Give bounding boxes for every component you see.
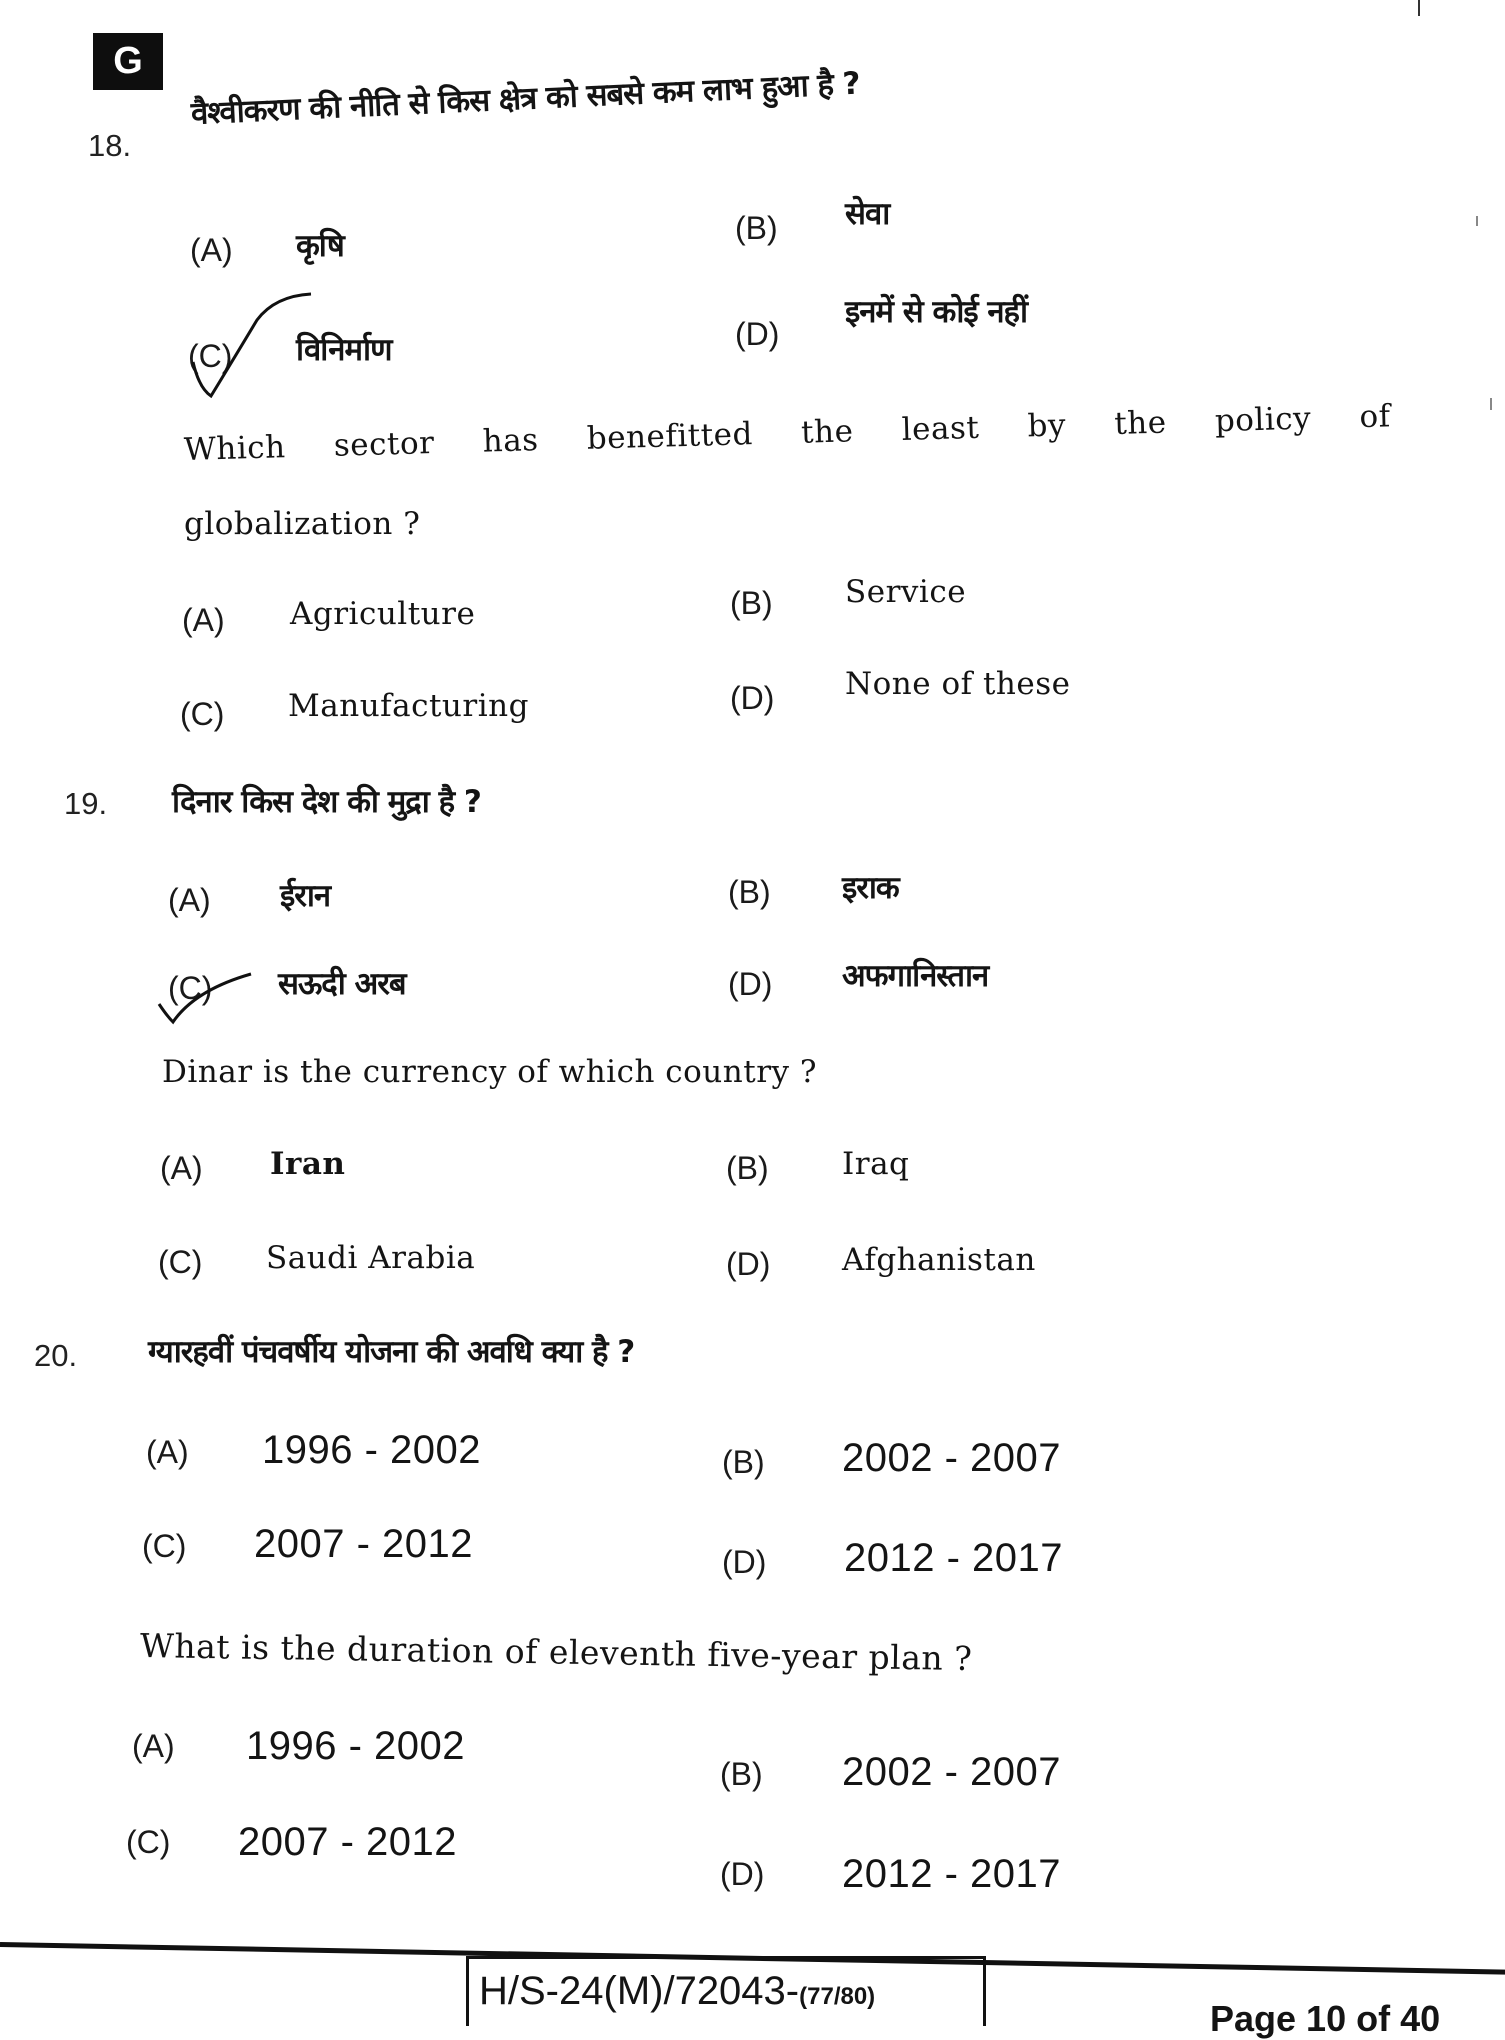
option-text: ईरान xyxy=(280,878,331,914)
option-label: (D) xyxy=(726,1246,771,1282)
option-text: Iraq xyxy=(842,1146,910,1182)
paper-code-suffix: (77/80) xyxy=(799,1983,876,2010)
question-text-hindi: दिनार किस देश की मुद्रा है ? xyxy=(172,784,481,820)
option-label: (D) xyxy=(728,966,773,1002)
option-label: (B) xyxy=(730,585,773,621)
option-text: Manufacturing xyxy=(288,688,529,724)
option-label: (C) xyxy=(126,1824,171,1860)
option-label: (A) xyxy=(190,232,233,268)
question-text-english: Dinar is the currency of which country ? xyxy=(162,1054,818,1090)
option-text: 1996 - 2002 xyxy=(246,1724,466,1768)
option-label: (D) xyxy=(722,1544,767,1580)
option-text: 2002 - 2007 xyxy=(842,1436,1062,1480)
question-text-hindi: ग्यारहवीं पंचवर्षीय योजना की अवधि क्या है ? xyxy=(148,1334,635,1370)
option-label: (B) xyxy=(726,1150,769,1186)
option-text: Saudi Arabia xyxy=(266,1240,476,1276)
option-text: None of these xyxy=(845,666,1071,702)
option-label: (A) xyxy=(132,1728,175,1764)
question-text-english: What is the duration of eleventh five-year plan ? xyxy=(139,1626,973,1679)
question-number: 18. xyxy=(88,128,132,163)
set-code-badge: G xyxy=(93,33,163,90)
option-label: (A) xyxy=(182,602,225,638)
paper-code: H/S-24(M)/72043- xyxy=(479,1969,800,2013)
option-label: (D) xyxy=(730,680,775,716)
option-text: इनमें से कोई नहीं xyxy=(845,294,1028,330)
option-text: Agriculture xyxy=(290,596,476,632)
option-text: 2012 - 2017 xyxy=(842,1852,1062,1896)
option-label: (A) xyxy=(168,882,211,918)
option-label: (C) xyxy=(168,970,213,1006)
option-text: सऊदी अरब xyxy=(278,966,406,1002)
paper-code-box xyxy=(466,1956,986,2026)
question-number: 20. xyxy=(34,1338,78,1373)
option-label: (C) xyxy=(142,1528,187,1564)
scan-mark xyxy=(1418,0,1420,16)
option-text: अफगानिस्तान xyxy=(842,958,989,994)
option-label: (D) xyxy=(720,1856,765,1892)
option-text: 2012 - 2017 xyxy=(844,1536,1064,1580)
question-text-hindi: वैश्वीकरण की नीति से किस क्षेत्र को सबसे कम लाभ हुआ है ? xyxy=(190,65,861,133)
option-text: 1996 - 2002 xyxy=(262,1428,482,1472)
option-label: (C) xyxy=(158,1244,203,1280)
option-text: Afghanistan xyxy=(842,1242,1036,1278)
option-label: (B) xyxy=(735,210,778,246)
option-text: विनिर्माण xyxy=(296,332,392,368)
question-text-line: Which sector has benefitted the least by the policy of xyxy=(183,398,1392,468)
option-text: 2002 - 2007 xyxy=(842,1750,1062,1794)
question-text-english-continued: globalization ? xyxy=(184,506,421,542)
option-text: कृषि xyxy=(296,228,344,264)
scan-mark xyxy=(1490,398,1492,410)
option-label: (D) xyxy=(735,316,780,352)
option-label: (C) xyxy=(180,696,225,732)
option-text: सेवा xyxy=(845,196,890,232)
option-label: (C) xyxy=(188,338,233,374)
option-label: (A) xyxy=(146,1434,189,1470)
scan-mark xyxy=(1476,216,1478,226)
question-text-english xyxy=(183,397,1424,468)
option-text: 2007 - 2012 xyxy=(254,1522,474,1566)
option-text: Iran xyxy=(270,1146,346,1182)
page-number: Page 10 of 40 xyxy=(1210,1998,1441,2039)
option-label: (A) xyxy=(160,1150,203,1186)
option-text: Service xyxy=(845,574,967,610)
option-label: (B) xyxy=(728,874,771,910)
option-text: 2007 - 2012 xyxy=(238,1820,458,1864)
option-label: (B) xyxy=(720,1756,763,1792)
option-label: (B) xyxy=(722,1444,765,1480)
question-number: 19. xyxy=(64,786,108,821)
option-text: इराक xyxy=(842,870,899,906)
